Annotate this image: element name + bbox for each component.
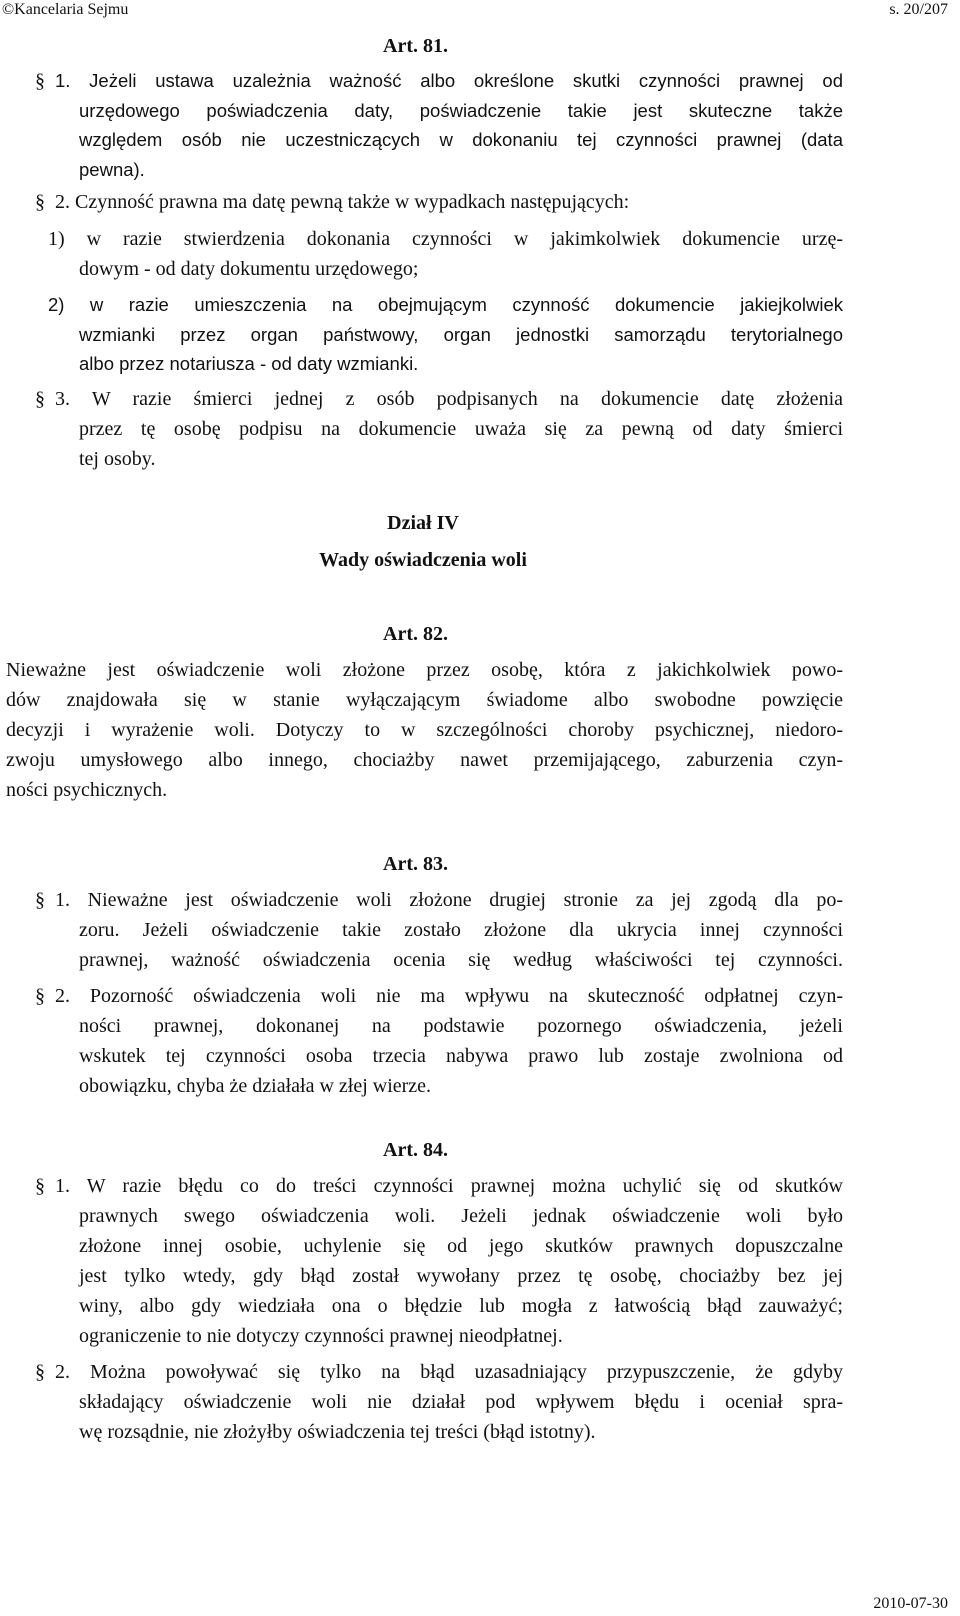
art-81-item-2-line: wzmianki przez organ państwowy, organ jednostki samorządu terytorialnego [79,324,843,345]
art-81-title: Art. 81. [383,35,448,57]
art-82-line: decyzji i wyrażenie woli. Dotyczy to w szczególności choroby psychicznej, niedoro- [6,719,843,741]
art-83-p1-line: prawnej, ważność oświadczenia ocenia się według właściwości tej czynności. [79,949,843,971]
art-83-p2-line: wskutek tej czynności osoba trzecia nabywa prawo lub zostaje zwolniona od [79,1045,843,1067]
art-83-p1-line: zoru. Jeżeli oświadczenie takie zostało złożone dla ukrycia innej czynności [79,919,843,941]
art-81-p2-line: 2. Czynność prawna ma datę pewną także w wypadkach następujących: [55,191,630,213]
art-81-item-1-line: 1) w razie stwierdzenia dokonania czynności w jakimkolwiek dokumencie urzę- [48,228,843,250]
art-82-line: zwoju umysłowego albo innego, chociażby nawet przemijającego, zaburzenia czyn- [6,749,843,771]
paragraph-sign: § [35,985,45,1007]
art-82-line: Nieważne jest oświadczenie woli złożone przez osobę, która z jakichkolwiek powo- [6,659,843,681]
art-84-p1-line: prawnych swego oświadczenia woli. Jeżeli jednak oświadczenie woli było [79,1205,843,1227]
header-page-number: s. 20/207 [889,1,948,18]
art-84-p2-line: składający oświadczenie woli nie działał pod wpływem błędu i oceniał spra- [79,1391,843,1413]
art-84-p1-line: 1. W razie błędu co do treści czynności prawnej można uchylić się od skutków [55,1175,843,1197]
art-81-p1-line: 1. Jeżeli ustawa uzależnia ważność albo określone skutki czynności prawnej od [55,70,843,91]
paragraph-sign: § [35,889,45,911]
art-84-p1-line: złożone innej osobie, uchylenie się od jego skutków prawnych dopuszczalne [79,1235,843,1257]
art-82-line: ności psychicznych. [6,779,168,801]
section-title: Dział IV [387,512,459,534]
art-81-p3-line: przez tę osobę podpisu na dokumencie uważa się za pewną od daty śmierci [79,418,843,440]
art-84-p1-line: ograniczenie to nie dotyczy czynności prawnej nieodpłatnej. [79,1325,563,1347]
art-84-p1-line: winy, albo gdy wiedziała ona o błędzie lub mogła z łatwością błąd zauważyć; [79,1295,843,1317]
paragraph-sign: § [35,1361,45,1383]
section-subtitle: Wady oświadczenia woli [319,549,527,571]
art-83-p2-line: 2. Pozorność oświadczenia woli nie ma wpływu na skuteczność odpłatnej czyn- [55,985,843,1007]
art-81-item-2-line: albo przez notariusza - od daty wzmianki. [79,353,419,374]
art-83-p2-line: ności prawnej, dokonanej na podstawie pozornego oświadczenia, jeżeli [79,1015,843,1037]
paragraph-sign: § [35,191,45,213]
art-84-p2-line: wę rozsądnie, nie złożyłby oświadczenia tej treści (błąd istotny). [79,1421,596,1443]
paragraph-sign: § [35,70,45,92]
art-81-item-2-line: 2) w razie umieszczenia na obejmującym czynność dokumencie jakiejkolwiek [48,294,843,315]
art-82-line: dów znajdowała się w stanie wyłączającym świadome albo swobodne powzięcie [6,689,843,711]
art-81-item-1-line: dowym - od daty dokumentu urzędowego; [79,258,419,280]
art-83-p1-line: 1. Nieważne jest oświadczenie woli złożone drugiej stronie za jej zgodą dla po- [55,889,843,911]
art-81-p1-line: pewna). [79,159,145,180]
paragraph-sign: § [35,388,45,410]
art-83-title: Art. 83. [383,853,448,875]
art-84-title: Art. 84. [383,1139,448,1161]
art-84-p1-line: jest tylko wtedy, gdy błąd został wywołany przez tę osobę, chociażby bez jej [79,1265,843,1287]
art-83-p2-line: obowiązku, chyba że działała w złej wierze. [79,1075,432,1097]
paragraph-sign: § [35,1175,45,1197]
art-84-p2-line: 2. Można powoływać się tylko na błąd uzasadniający przypuszczenie, że gdyby [55,1361,843,1383]
art-82-title: Art. 82. [383,623,448,645]
footer-date: 2010-07-30 [873,1595,948,1612]
art-81-p3-line: tej osoby. [79,448,156,470]
art-81-p1-line: urzędowego poświadczenia daty, poświadczenie takie jest skuteczne także [79,100,843,121]
art-81-p3-line: 3. W razie śmierci jednej z osób podpisanych na dokumencie datę złożenia [55,388,843,410]
header-copyright: ©Kancelaria Sejmu [2,1,129,18]
art-81-p1-line: względem osób nie uczestniczących w dokonaniu tej czynności prawnej (data [79,129,843,150]
